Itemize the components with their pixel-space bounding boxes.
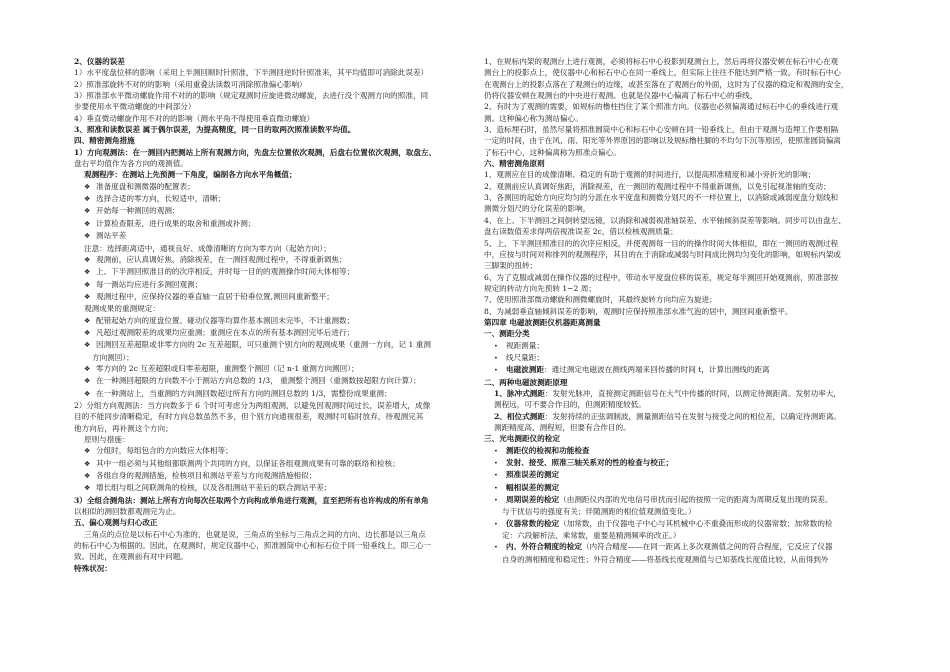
diamond-bullet-icon: ❖ — [84, 447, 91, 456]
text-line — [484, 352, 878, 364]
bullet-icon: • — [494, 353, 498, 362]
section-heading — [74, 56, 466, 67]
line-text: 2、仪器的误差 — [74, 57, 125, 66]
section-heading — [484, 158, 878, 169]
line-text: 每一测站均应进行多测回观测； — [96, 279, 203, 289]
line-text: 3）照准部水平微动螺旋作用不对的的影响（规定观测时应旋进微动螺旋，去进行没个观测方向的照准，同 — [74, 91, 429, 101]
diamond-bullet-icon: ❖ — [84, 472, 91, 481]
line-text: 原则与措施： — [84, 435, 130, 444]
text-line — [74, 205, 466, 217]
line-text: 1、观测应在目的成像清晰、稳定的有助于观测的时间进行，以提高照准精度和减小旁折光的影响； — [484, 170, 816, 180]
line-text: 二、两种电磁波测距原理 — [484, 377, 568, 387]
text-line — [484, 135, 878, 146]
text-line — [74, 540, 466, 551]
line-text: 注意：选择距离适中，通视良好、成像清晰的方向为零方向（起始方向）； — [84, 243, 331, 253]
diamond-bullet-icon: ❖ — [84, 255, 91, 264]
text-line — [484, 124, 878, 135]
text-line — [484, 364, 878, 376]
line-text: 视距测量； — [506, 340, 544, 350]
bullet-icon: • — [494, 519, 498, 528]
line-text: 测程远，可不要合作目的，但测距精度较低。 — [494, 400, 646, 410]
line-text: 计算检查限差，进行成果的取舍和重测或补测； — [96, 218, 256, 228]
line-text: 盘右平均值作为各方向的观测值。 — [74, 159, 188, 169]
text-line — [74, 529, 466, 540]
line-text: 其中一组必须与其他组都联测两个共同的方向，以保证各组观测成果有可靠的联络和检核； — [96, 458, 400, 468]
text-line — [74, 363, 466, 375]
text-line — [74, 193, 466, 205]
line-text: 步要使用水平微动螺旋的中间部分） — [74, 102, 196, 112]
text-line — [484, 422, 878, 433]
line-text: 在一种测回超限的方向数不小于测站方向总数的 1/3， 重测整个测回（重测数按超限方向计算）； — [96, 376, 421, 386]
line-text: 盘右读数值差求得两倍视准误差 2c，借以检核观测质量； — [484, 227, 678, 237]
text-line — [484, 203, 878, 214]
section-heading — [74, 495, 466, 506]
text-line — [484, 340, 878, 352]
text-line — [484, 169, 878, 180]
line-text: 观测成果的重测规定： — [84, 304, 160, 314]
section-heading — [74, 147, 466, 158]
text-line — [74, 482, 466, 494]
line-text: 观测程序：在测站上先预测一下角度，编制各方向水平角概值； — [84, 170, 297, 180]
diamond-bullet-icon: ❖ — [84, 280, 91, 289]
line-text: 定：六段解析法、乘常数，重要是精测频率的改正。） — [502, 531, 681, 541]
bullet-icon: • — [494, 483, 498, 492]
line-text: 开始每一种测回的观测； — [96, 206, 180, 216]
text-line — [74, 458, 466, 470]
text-line — [74, 266, 466, 278]
line-text: 3）全组合测角法：测站上所有方向每次任取两个方向构成单角进行观测，直至把所有也许构成的所有单角 — [74, 495, 429, 505]
section-heading — [484, 433, 878, 444]
line-text: 三脚架的扭转； — [484, 261, 538, 271]
text-line — [484, 79, 878, 90]
text-line — [74, 181, 466, 193]
text-line — [484, 294, 878, 305]
bullet-icon: • — [494, 446, 498, 455]
text-line — [484, 215, 878, 226]
text-line — [74, 291, 466, 303]
text-line — [74, 158, 466, 169]
diamond-bullet-icon: ❖ — [84, 195, 91, 204]
text-line — [484, 101, 878, 112]
line-text: 4）垂直微动螺旋作用不对的的影响（测水平角不得使用垂直微动螺旋） — [74, 113, 315, 123]
text-line — [484, 147, 878, 158]
text-line — [484, 272, 878, 283]
line-text: 配错起始方向的度盘位置、碰动仪器等均算作基本测回未完毕，不计重测数； — [96, 315, 355, 325]
line-text: 的标石中心为根据的。因此，在观测时，规定仪器中心，照准圆筒中心和标石位于同一铅垂线上，即三心一 — [74, 541, 431, 551]
section-heading — [484, 328, 878, 339]
line-text: 一、测距分类 — [484, 329, 530, 339]
line-text: 与干扰信号的强度有关；伴随测距的相位值观测值变化。） — [502, 507, 696, 517]
text-line — [74, 315, 466, 327]
text-line — [74, 101, 466, 112]
diamond-bullet-icon: ❖ — [84, 328, 91, 337]
line-text: 第四章 电磁波测距仪机器距离测量 — [484, 317, 601, 327]
text-line — [484, 283, 878, 294]
line-text: 特殊状况： — [74, 563, 112, 573]
line-text: 6、为了克服或减弱在操作仪器的过程中，带动水平度盘位移的误差，规定每半测回开始观测前，照准部按 — [484, 272, 839, 282]
line-text: 他方向后，再补测这个方向； — [74, 423, 173, 433]
line-text: 六、精密测角原则 — [484, 159, 545, 169]
line-text: 五、偏心观测与归心改正 — [74, 518, 158, 528]
text-line — [484, 399, 878, 410]
text-line — [74, 551, 466, 562]
line-text: 周期误差的检定（由测距仪内部的光电信号串扰而引起的按照一定的距离为周期反复出现的误差。 — [506, 495, 833, 505]
line-text: 三角点的点位是以标石中心为准的，也就是说，三角点的坐标与三角点之间的方向、边长都是以三角点 — [84, 529, 426, 539]
section-heading — [484, 377, 878, 388]
text-line — [484, 388, 878, 399]
text-line — [74, 445, 466, 457]
bullet-icon: • — [494, 366, 498, 375]
section-heading — [74, 517, 466, 528]
line-text: 因测回互差超限或非零方向的 2c 互差超限，可只重测个别方向的观测成果（重测一方向，记 1 重测 — [96, 340, 431, 350]
line-text: 2、相位式测距：发射持续的正弦调制波，测量测距信号在发射与接受之间的相位差，以确定待测距离。 — [494, 411, 842, 421]
line-text: 准备度盘和测微器的配置表； — [96, 181, 195, 191]
line-text: 凡超过观测限差的成果均应重测；重测应在本点的所有基本测回完毕后进行； — [96, 327, 355, 337]
diamond-bullet-icon: ❖ — [84, 316, 91, 325]
line-text: 仪器常数的检定（加常数，由于仪器电子中心与其机械中心不重叠而形成的仪器常数；加常数的检 — [506, 518, 833, 528]
line-text: 幅相误差的测定 — [506, 482, 560, 492]
line-text: 3、照准和读数误差 属于偶尔误差，为提高精度，同一目的取两次照准读数平均值。 — [74, 125, 356, 135]
text-line — [74, 67, 466, 78]
text-line — [484, 181, 878, 192]
bullet-icon: • — [494, 471, 498, 480]
text-line — [74, 90, 466, 101]
text-line — [74, 434, 466, 445]
line-text: 照准误差的测定 — [506, 470, 560, 480]
line-text: 各组自身的观测措施，检核项目和测站平差与方向观测措施相似； — [96, 471, 317, 481]
line-text: 自身的测相精度和稳定性；外符合精度——将基线长度观测值与已知基线长度值比较，从而得到外 — [502, 554, 829, 564]
bullet-icon: • — [494, 459, 498, 468]
line-text: 内、外符合精度的检定（内符合精度——在同一距离上多次观测值之间的符合程度，它反应了仪器 — [506, 542, 833, 552]
text-line — [74, 303, 466, 314]
text-line — [74, 339, 466, 351]
text-line — [74, 113, 466, 124]
line-text: 测站平差 — [96, 231, 127, 241]
line-text: 线尺量距； — [506, 352, 544, 362]
text-line — [74, 279, 466, 291]
text-line — [74, 470, 466, 482]
text-line — [74, 243, 466, 254]
line-text: 增长组与组之间联测角的检核，以及各组测站平差后的联合测站平差； — [96, 483, 332, 493]
diamond-bullet-icon: ❖ — [84, 459, 91, 468]
line-text: 测。这种偏心称为测站偏心。 — [484, 113, 583, 123]
text-line — [484, 113, 878, 124]
line-text: 仍将仪器安顿在观测台的中央进行观测。也就是仪器中心偏离了标石中心的垂线， — [484, 91, 758, 101]
text-line — [484, 554, 878, 565]
text-line — [74, 388, 466, 400]
line-text: 以相似的测回数都观测完为止。 — [74, 507, 181, 517]
diamond-bullet-icon: ❖ — [84, 341, 91, 350]
right-text-column — [484, 56, 878, 565]
line-text: 在观测台上的投影点落在了观测台的边缘，或甚至落在了观测台的外面，这时为了仪器的稳定和观测的安全， — [484, 79, 849, 89]
line-text: 测距精度高，测程短，但要有合作目的。 — [494, 423, 631, 432]
text-line — [74, 506, 466, 517]
line-text: 了标石中心，这种偏离称为照准点偏心。 — [484, 147, 621, 157]
text-line — [484, 90, 878, 101]
line-text: 8、为减弱垂直轴倾斜误差的影响，观测时应保持照准部水准气泡的居中，测回间重新整平。 — [484, 306, 793, 316]
line-text: 3、造标埋石时，虽然尽量将照准圆筒中心和标石中心安顿在同一铅垂线上，但由于观测与造埋工作要相隔 — [484, 125, 839, 135]
line-text: 5、上、下半测回照准目的的次序应相反，并使观测每一目的的操作时间大体相似，即在一测回的观测过程 — [484, 238, 839, 248]
line-text: 测台上的投影点上，使仪器中心和标石中心在同一垂线上，但实际上往往不能达到严格一致。有时标石中心 — [484, 68, 841, 78]
line-text: 规定的转动方向先预转 1~2 周； — [484, 283, 596, 293]
line-text: 测微分划尺的分化误差的影响， — [484, 204, 591, 214]
line-text: 1）方向观测法：在一测回内把测站上所有观测方向，先盘左位置依次观测，后盘右位置依次观测，取盘左、 — [74, 147, 437, 157]
line-text: 分组时，每组包含的方向数应大体相等； — [96, 446, 233, 456]
diamond-bullet-icon: ❖ — [84, 377, 91, 386]
section-heading — [74, 135, 466, 146]
line-text: 7、使用照准部微动螺旋和测微螺旋时，其最终旋转方向均应为旋进； — [484, 295, 717, 305]
line-text: 观测过程中，应保持仪器的垂直轴一直居于铅垂位置,测回间重新整平； — [96, 291, 334, 301]
diamond-bullet-icon: ❖ — [84, 364, 91, 373]
text-line — [484, 67, 878, 78]
line-text: 测距仪的检视和功能检查 — [506, 445, 590, 455]
line-text: 三、光电测距仪的检定 — [484, 434, 560, 444]
text-line — [74, 230, 466, 242]
text-line — [74, 327, 466, 339]
line-text: 上、下半测回照准目的的次序相反，并时每一目的的观测操作时间大体相等； — [96, 267, 355, 277]
text-line — [74, 375, 466, 387]
line-text: 目的不能同步清晰稳定，有时方向总数虽然不多，但个别方向通视很差，观测时可临时放弃，待观测完其 — [74, 412, 424, 422]
line-text: 致。因此，在观测前有对中问题。 — [74, 552, 188, 562]
text-line — [484, 541, 878, 553]
line-text: 发射、接受、照准三轴关系对的性的检查与校正； — [506, 458, 674, 468]
text-line — [74, 79, 466, 90]
text-line — [484, 445, 878, 457]
line-text: 4、在上、下半测回之间倒转望远镜，以消除和减弱视准轴误差、水平轴倾斜误差等影响。同步可以由盘左、 — [484, 215, 846, 225]
line-text: 电磁波测距：通过测定电磁波在测线两端来回传播的时间 t，计算出测线的距离 — [506, 365, 770, 375]
text-line — [484, 306, 878, 317]
line-text: 在一种测站上，当重测的方向测回数超过所有方向的测回总数的 1/3，需整份成果重测； — [96, 388, 392, 398]
line-text: 一定的时间，由于在风、雨、阳光等外界原因的影响以及规标橹柱脚的不均匀下沉等原因，使照准圆筒偏离 — [484, 136, 841, 146]
line-text: 2）照准部旋转不对的的影响（采用重叠法读数可消除照准偏心影响） — [74, 79, 307, 89]
diamond-bullet-icon: ❖ — [84, 268, 91, 277]
line-text: 观测前，应认真调好焦，消除视差，在一测回观测过程中，不得重新调焦； — [96, 254, 347, 264]
diamond-bullet-icon: ❖ — [84, 484, 91, 493]
line-text: 2、观测前应认真调好焦距，消除视差，在一测回的观测过程中不得重新调焦，以免引起视准轴的变动； — [484, 181, 831, 191]
bullet-icon: • — [494, 543, 498, 552]
line-text: 3、各测回的起始方向应均匀的分派在水平度盘和测微分划尺的不一样位置上，以消除或减弱度盘分划线和 — [484, 193, 839, 203]
diamond-bullet-icon: ❖ — [84, 219, 91, 228]
text-line — [74, 352, 466, 363]
diamond-bullet-icon: ❖ — [84, 292, 91, 301]
text-line — [74, 400, 466, 411]
section-heading — [74, 124, 466, 135]
line-text: 中，应按与时间对称排列的观测程序，其目的在于消除或减弱与时间成比例均匀变化的影响，如规标内架或 — [484, 249, 841, 259]
text-line — [484, 457, 878, 469]
line-text: 1、脉冲式测距：发射光脉冲，直接测定测距信号在大气中传播的时间，以测定待测距离。发射功率大， — [494, 388, 842, 398]
line-text: 四、精密测角措施 — [74, 136, 135, 146]
text-line — [74, 411, 466, 422]
line-text: 零方向的 2c 互差超限或归零差超限，重测整个测回（记 n-1 重测方向测回）； — [96, 363, 359, 373]
bullet-icon: • — [494, 341, 498, 350]
section-heading — [74, 563, 466, 574]
line-text: 方向测回）； — [92, 352, 134, 362]
line-text: 选择合适的零方向，长短适中，清晰； — [96, 194, 226, 204]
text-line — [74, 254, 466, 266]
section-heading — [74, 169, 466, 180]
line-text: 2、有时为了观测的需要，如规标的橹柱挡住了某个照准方向。仪器也必须偏离通过标石中心的垂线进行观 — [484, 102, 839, 112]
text-line — [484, 192, 878, 203]
text-line — [484, 238, 878, 249]
diamond-bullet-icon: ❖ — [84, 207, 91, 216]
text-line — [484, 226, 878, 237]
text-line — [484, 469, 878, 481]
line-text: 2）分组方向观测法：当方向数多于 6 个时可考虑分为两组观测，以避免因观测时间过长，误差增大，成像 — [74, 400, 431, 410]
text-line — [74, 423, 466, 434]
text-line — [484, 249, 878, 260]
text-line — [484, 260, 878, 271]
bullet-icon: • — [494, 496, 498, 505]
text-line — [484, 530, 878, 541]
left-text-column — [74, 56, 466, 574]
text-line — [484, 506, 878, 517]
line-text: 1、在规标内架的观测台上进行观测，必须将标石中心投影到观测台上，然后再将仪器安顿在标石中心在观 — [484, 57, 839, 66]
text-line — [484, 482, 878, 494]
diamond-bullet-icon: ❖ — [84, 389, 91, 398]
diamond-bullet-icon: ❖ — [84, 232, 91, 241]
text-line — [484, 518, 878, 530]
section-heading — [484, 317, 878, 328]
line-text: 1）水平度盘位移的影响（采用上半测回顺时针照准，下半测回逆时针照准来，其平均值即可消除此误差） — [74, 68, 429, 78]
text-line — [484, 56, 878, 67]
text-line — [74, 218, 466, 230]
text-line — [484, 494, 878, 506]
diamond-bullet-icon: ❖ — [84, 182, 91, 191]
text-line — [484, 411, 878, 422]
